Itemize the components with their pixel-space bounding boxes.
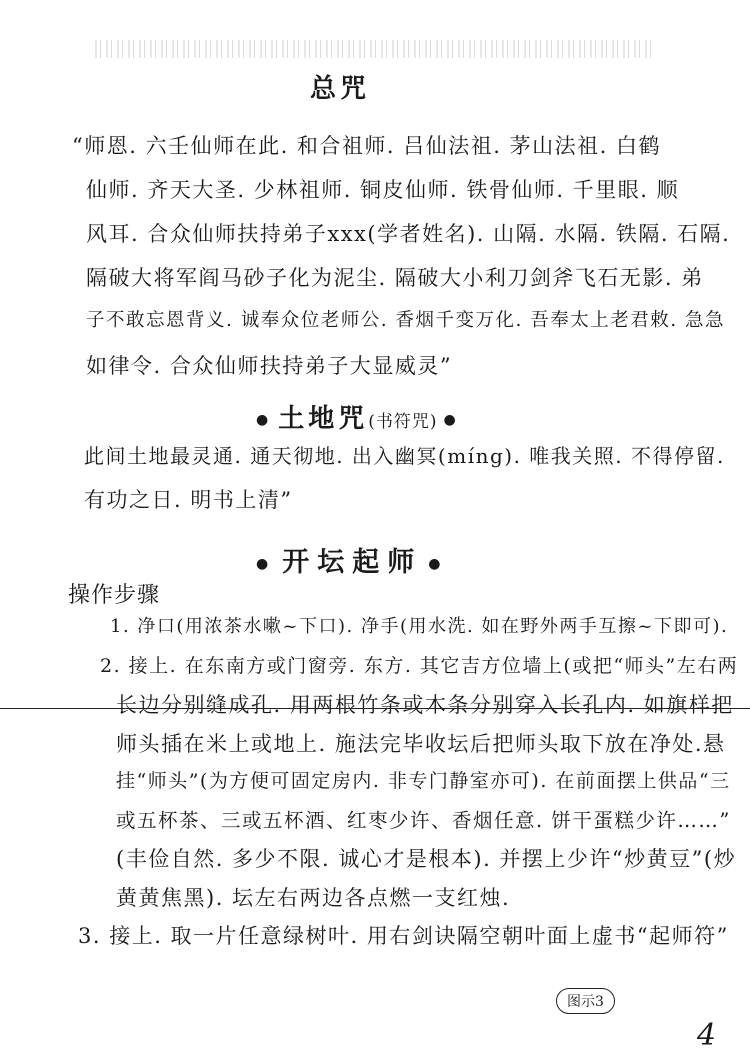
- step-line: 1. 净口(用浓茶水嗽~下口). 净手(用水洗. 如在野外两手互擦~下即可).: [110, 616, 729, 637]
- paragraph-1-line: 如律令. 合众仙师扶持弟子大显威灵”: [86, 354, 453, 378]
- bullet-dot: ●: [256, 412, 273, 428]
- section-2-subtitle: (书符咒): [368, 412, 438, 432]
- scan-noise: [95, 40, 655, 58]
- step-line: 师头插在米上或地上. 施法完毕收坛后把师头取下放在净处.悬: [116, 731, 726, 756]
- section-3-title: 开坛起师: [282, 547, 423, 578]
- header-title: 总咒: [310, 74, 371, 104]
- bullet-dot: ●: [256, 555, 277, 572]
- paragraph-2-line: 此间土地最灵通. 通天彻地. 出入幽冥(míng). 唯我关照. 不得停留.: [84, 444, 725, 468]
- step-line: 2. 接上. 在东南方或门窗旁. 东方. 其它吉方位墙上(或把“师头”左右两: [100, 654, 739, 677]
- step-line: (丰俭自然. 多少不限. 诚心才是根本). 并摆上少许“炒黄豆”(炒: [116, 847, 737, 871]
- bullet-dot: ●: [443, 412, 460, 428]
- figure-stamp: 图示3: [556, 988, 615, 1014]
- paragraph-1-line: “师恩. 六壬仙师在此. 和合祖师. 吕仙法祖. 茅山法祖. 白鹤: [72, 134, 661, 158]
- paragraph-2-line: 有功之日. 明书上清”: [84, 488, 293, 512]
- step-line: 或五杯茶、三或五杯酒、红枣少许、香烟任意. 饼干蛋糕少许……”: [116, 808, 731, 832]
- paragraph-1-line: 子不敢忘恩背义. 诚奉众位老师公. 香烟千变万化. 吾奉太上老君敕. 急急: [86, 310, 726, 331]
- steps-heading: 操作步骤: [68, 583, 161, 608]
- step-line: 黄黄焦黑). 坛左右两边各点燃一支红烛.: [116, 885, 511, 910]
- step-line: 长边分别缝成孔. 用两根竹条或木条分别穿入长孔内. 如旗样把: [116, 693, 734, 717]
- paragraph-1-line: 风耳. 合众仙师扶持弟子xxx(学者姓名). 山隔. 水隔. 铁隔. 石隔.: [86, 222, 731, 246]
- step-line: 挂“师头”(为方便可固定房内. 非专门静室亦可). 在前面摆上供品“三: [116, 770, 731, 792]
- section-2-title-wrap: [250, 398, 466, 435]
- section-3-title-wrap: [250, 540, 454, 579]
- horizontal-rule: [0, 708, 750, 709]
- bullet-dot: ●: [428, 555, 449, 572]
- section-2-title: 土地咒: [278, 404, 369, 434]
- paragraph-1-line: 仙师. 齐天大圣. 少林祖师. 铜皮仙师. 铁骨仙师. 千里眼. 顺: [86, 178, 680, 202]
- step-line: 3. 接上. 取一片任意绿树叶. 用右剑诀隔空朝叶面上虚书“起师符”: [78, 924, 729, 948]
- page-number: 4: [697, 1018, 717, 1053]
- paragraph-1-line: 隔破大将军阎马砂子化为泥尘. 隔破大小利刀剑斧飞石无影. 弟: [86, 266, 704, 290]
